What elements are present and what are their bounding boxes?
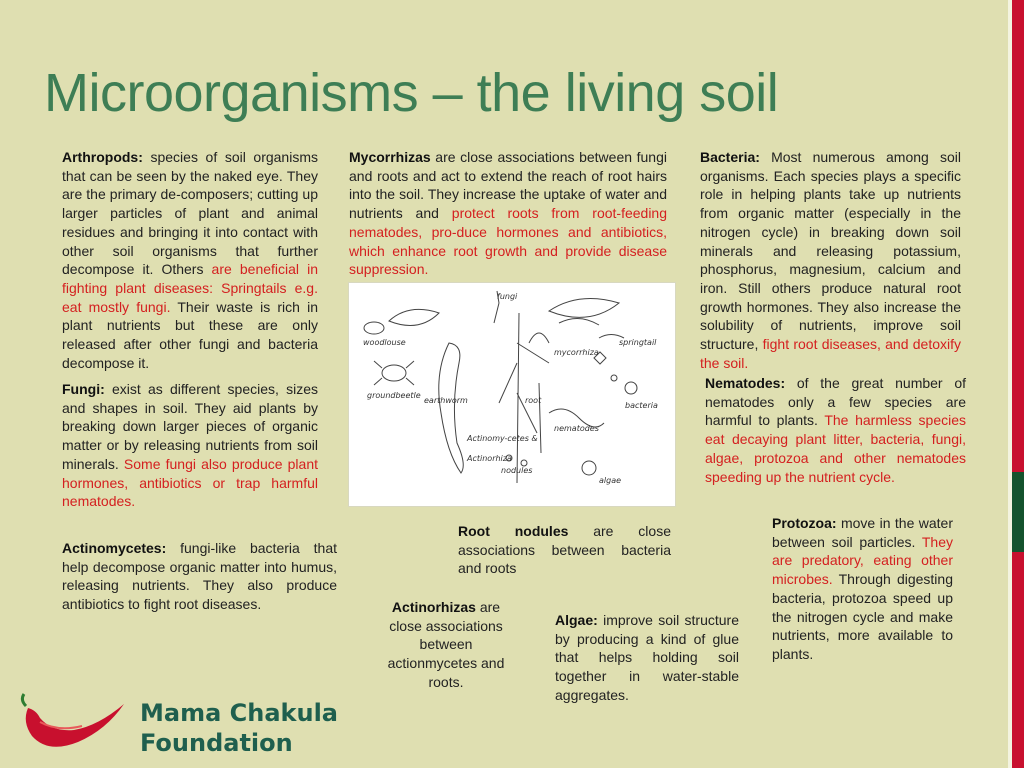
algae-paragraph	[555, 611, 739, 705]
actinomycetes-label: Actinomycetes:	[62, 540, 167, 556]
root-nodules-label: Root nodules	[458, 523, 569, 539]
soil-organisms-illustration	[348, 282, 676, 507]
arthropods-text: species of soil organisms that can be seen by the naked eye. They are the primary de-composers; cutting up larger particles of plant and animal residues and bringing it into contact with other soil organisms that further decompose it. Others	[62, 149, 318, 278]
groundbeetle-icon	[382, 365, 406, 381]
nematodes-highlight: The harmless species eat decaying plant litter, bacteria, fungi, algae, protozoa and other nematodes speeding up the nutrient cycle.	[705, 412, 966, 485]
bacteria-label: Bacteria:	[700, 149, 760, 165]
springtail-label: springtail	[619, 338, 657, 347]
edge-bar-red-top	[1012, 0, 1024, 472]
protozoa-highlight: They are predatory, eating other microbes.	[772, 533, 953, 588]
actinomycetes-paragraph	[62, 539, 337, 614]
arthropods-text-2: Their waste is rich in plant nutrients but these are only released after other fungi and bacteria decompose it.	[62, 298, 319, 371]
bacteria-icon	[625, 382, 637, 394]
woodlouse-icon	[364, 322, 384, 334]
foundation-logo-text	[140, 698, 338, 758]
algae-label: Algae:	[555, 612, 598, 628]
logo-line-1: Mama Chakula	[140, 699, 338, 727]
nematodes-paragraph	[705, 374, 966, 486]
arthropods-highlight: are beneficial in fighting plant diseases: Springtails e.g. eat mostly fungi.	[62, 261, 319, 315]
groundbeetle-label: groundbeetle	[367, 391, 421, 400]
logo-line-2: Foundation	[140, 729, 293, 757]
protozoa-text: move in the water between soil particles.	[772, 515, 953, 550]
algae-icon	[582, 461, 596, 475]
nematodes-label-fig: nematodes	[554, 424, 599, 433]
leaf-vein	[559, 318, 599, 325]
arthropods-paragraph	[62, 148, 318, 372]
nematodes-label: Nematodes:	[705, 375, 786, 391]
actinorhiza-label-fig: Actinorhiza	[467, 454, 512, 463]
mycorrhiza-label: mycorrhiza	[554, 348, 599, 357]
edge-bar-green	[1012, 472, 1024, 552]
woodlouse-label: woodlouse	[363, 338, 406, 347]
mycorrhizas-label: Mycorrhizas	[349, 149, 431, 165]
bacteria-label-fig: bacteria	[625, 401, 658, 410]
protozoa-text-2: Through digesting bacteria, protozoa speed up the nitrogen cycle and make nutrients, more available to plants.	[772, 571, 953, 662]
leaf-icon	[549, 299, 619, 318]
mycorrhiza-icon	[529, 333, 549, 343]
arthropods-label: Arthropods:	[62, 149, 143, 165]
root-nodules-text: are close associations between bacteria and roots	[458, 523, 671, 577]
mycorrhizas-paragraph	[349, 148, 667, 279]
slide-title: Microorganisms – the living soil	[44, 63, 779, 123]
actinorhizas-text: are close associations between actionmycetes and roots.	[387, 599, 505, 690]
nematodes-text: of the great number of nematodes only a few species are harmful to plants.	[705, 375, 966, 429]
actinorhizas-paragraph	[378, 598, 514, 692]
actinomycetes-label-fig: Actinomy-cetes &	[467, 434, 538, 443]
bacteria-icon	[611, 375, 617, 381]
earthworm-icon	[439, 343, 463, 473]
leaf-icon	[389, 309, 439, 325]
earthworm-label: earthworm	[424, 396, 468, 405]
illustration-drawing	[349, 283, 675, 506]
protozoa-label: Protozoa:	[772, 515, 837, 531]
bacteria-highlight: fight root diseases, and detoxify the soil.	[700, 336, 961, 371]
algae-text: improve soil structure by producing a kind of glue that helps holding soil together in water-stable aggregates.	[555, 612, 739, 703]
root-nodules-paragraph	[458, 522, 671, 578]
root-label: root	[525, 396, 542, 405]
actinorhizas-label: Actinorhizas	[391, 599, 476, 615]
fungi-highlight: Some fungi also produce plant hormones, antibiotics or trap harmful nematodes.	[62, 455, 318, 510]
fungi-label-fig: fungi	[497, 292, 518, 301]
bacteria-text: Most numerous among soil organisms. Each species plays a specific role in helping plants take up nutrients from organic matter (especially in the nitrogen cycle) in breaking down soil minerals and releasing potassium, phosphorus, magnesium, calcium and iron. Still others produce natural root growth hormones. They also increase the solubility of nutrients, improve soil structure,	[700, 149, 961, 353]
fungi-text: exist as different species, sizes and shapes in soil. They aid plants by breaking down larger pieces of organic matter or by releasing nutrients from soil minerals.	[62, 381, 318, 472]
mycorrhizas-highlight: protect roots from root-feeding nematodes, pro-duce hormones and antibiotics, which enhance root growth and provide disease suppression.	[349, 205, 667, 278]
bacteria-paragraph	[700, 148, 961, 372]
fungi-paragraph	[62, 380, 318, 511]
edge-bar-red-bottom	[1012, 552, 1024, 768]
algae-label-fig: algae	[599, 476, 622, 485]
nodules-label-fig: nodules	[501, 466, 533, 475]
mycorrhizas-text: are close associations between fungi and roots and act to extend the reach of root hairs into the soil. They increase the uptake of water and nutrients and	[349, 149, 667, 222]
fungi-label: Fungi:	[62, 381, 105, 397]
protozoa-paragraph	[772, 514, 953, 664]
actinomycetes-text: fungi-like bacteria that help decompose organic matter into humus, releasing nutrients. They also produce antibiotics to fight root diseases.	[62, 540, 337, 613]
